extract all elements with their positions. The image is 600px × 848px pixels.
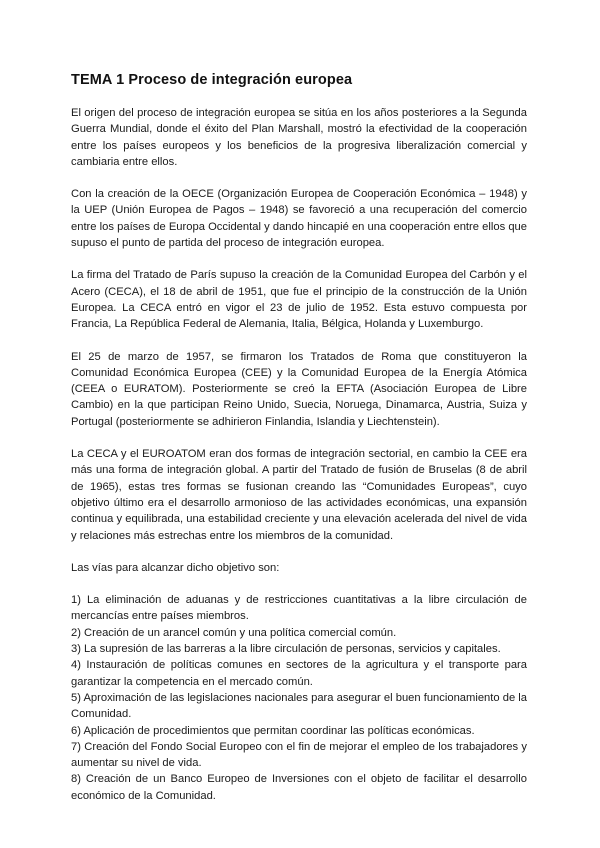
- list-intro: Las vías para alcanzar dicho objetivo son:: [71, 561, 280, 574]
- list-item: 6) Aplicación de procedimientos que permitan coordinar las políticas económicas.: [71, 724, 475, 737]
- page-title: TEMA 1 Proceso de integración europea: [71, 72, 353, 88]
- list-item: 4) Instauración de políticas comunes en sectores de la agricultura y el transporte para garantizar la competencia en el mercado común.: [71, 659, 527, 688]
- list-item: 8) Creación de un Banco Europeo de Inversiones con el objeto de facilitar el desarrollo económico de la Comunidad.: [71, 773, 527, 802]
- objectives-list: [71, 592, 527, 804]
- list-item: 3) La supresión de las barreras a la libre circulación de personas, servicios y capitales.: [71, 643, 501, 656]
- list-item: 2) Creación de un arancel común y una política comercial común.: [71, 626, 397, 639]
- list-item: 1) La eliminación de aduanas y de restricciones cuantitativas a la libre circulación de mercancías entre países miembros.: [71, 594, 527, 623]
- paragraph-comunidades-europeas: La CECA y el EUROATOM eran dos formas de integración sectorial, en cambio la CEE era más una forma de integración global. A partir del Tratado de fusión de Bruselas (8 de abril de 1965), estas tres formas se fusionan creando las “Comunidades Europeas”, cuyo objetivo último era el desarrollo armonioso de las actividades económicas, una expansión continua y equilibrada, una estabilidad creciente y una elevación acelerada del nivel de vida y relaciones más estrechas entre los miembros de la comunidad.: [71, 448, 527, 542]
- list-item: 5) Aproximación de las legislaciones nacionales para asegurar el buen funcionamiento de la Comunidad.: [71, 691, 527, 721]
- paragraph-oece-uep: Con la creación de la OECE (Organización Europea de Cooperación Económica – 1948) y la UEP (Unión Europea de Pagos – 1948) se favoreció a una recuperación del comercio entre los países de Europa Occidental y dando hincapié en una cooperación entre ellos que supuso el punto de partida del proceso de integración europea.: [71, 188, 527, 250]
- document-page: [71, 70, 527, 804]
- paragraph-tratados-roma: El 25 de marzo de 1957, se firmaron los Tratados de Roma que constituyeron la Comunidad Económica Europea (CEE) y la Comunidad Europea de la Energía Atómica (CEEA o EURATOM). Posteriormente se creó la EFTA (Asociación Europea de Libre Cambio) en la que participan Reino Unido, Suecia, Noruega, Dinamarca, Austria, Suiza y Portugal (posteriormente se adhirieron Finlandia, Islandia y Liechtenstein).: [71, 350, 527, 428]
- list-item: 7) Creación del Fondo Social Europeo con el fin de mejorar el empleo de los trabajadores y aumentar su nivel de vida.: [71, 740, 527, 770]
- paragraph-ceca: La firma del Tratado de París supuso la creación de la Comunidad Europea del Carbón y el Acero (CECA), el 18 de abril de 1951, que fue el principio de la construcción de la Unión Europea. La CECA entró en vigor el 23 de julio de 1952. Esta estuvo compuesta por Francia, La República Federal de Alemania, Italia, Bélgica, Holanda y Luxemburgo.: [71, 269, 527, 331]
- paragraph-origin: El origen del proceso de integración europea se sitúa en los años posteriores a la Segunda Guerra Mundial, donde el éxito del Plan Marshall, mostró la efectividad de la cooperación entre los países europeos y los beneficios de la progresiva liberalización comercial y cambiaria entre ellos.: [71, 107, 527, 168]
